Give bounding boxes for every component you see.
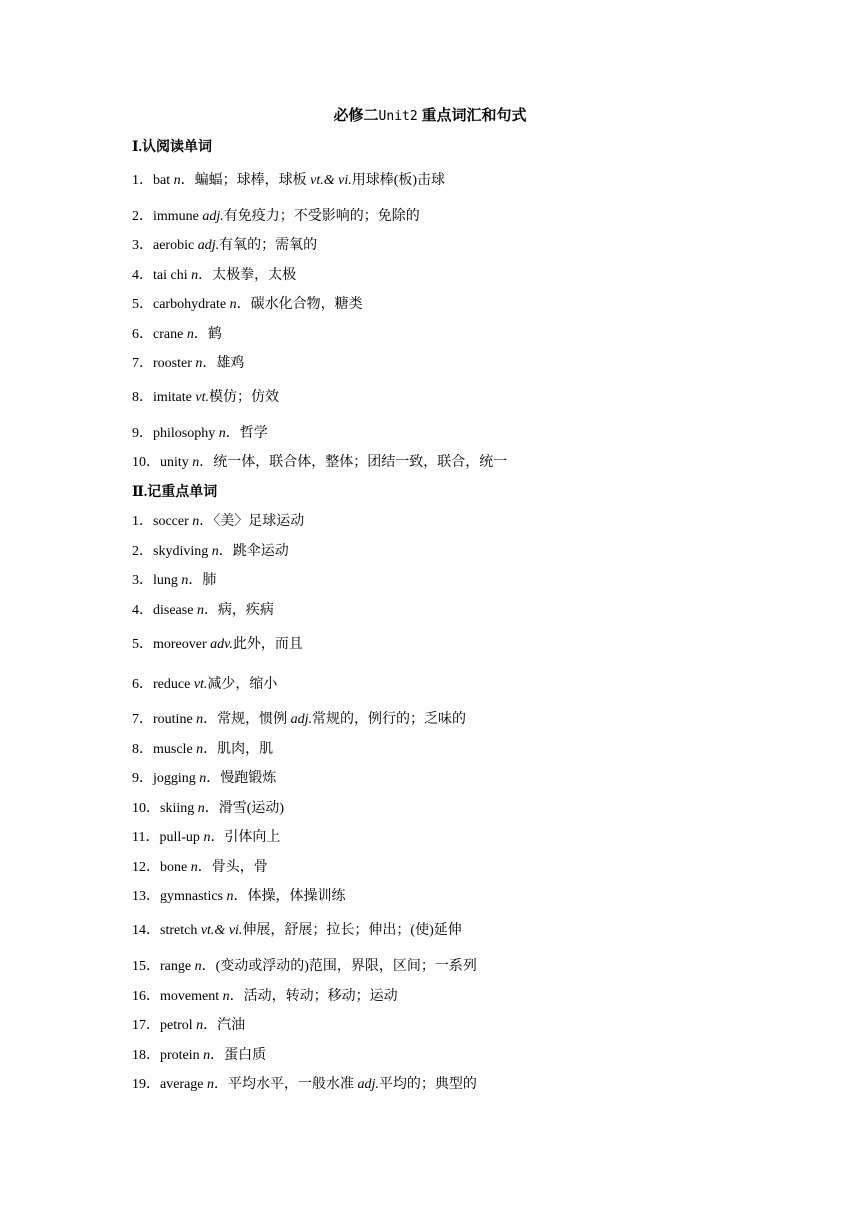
vocab-word: carbohydrate bbox=[153, 297, 230, 312]
vocab-item bbox=[132, 1073, 477, 1093]
definition: ．蝙蝠；球棒，球板 bbox=[180, 173, 311, 188]
part-of-speech: n bbox=[211, 544, 219, 559]
vocab-word: pull-up bbox=[159, 830, 204, 845]
part-of-speech: n bbox=[229, 297, 237, 312]
item-number: 10． bbox=[132, 455, 160, 470]
definition: ．汽油 bbox=[203, 1018, 246, 1033]
part-of-speech: n bbox=[195, 356, 203, 371]
vocab-word: disease bbox=[153, 603, 197, 618]
definition: ．活动，转动；移动；运动 bbox=[229, 989, 398, 1004]
part-of-speech: n bbox=[181, 573, 189, 588]
part-of-speech: n bbox=[196, 712, 204, 727]
vocab-item bbox=[132, 264, 296, 284]
item-number: 9． bbox=[132, 426, 153, 441]
vocab-item bbox=[132, 422, 268, 442]
title-unit-code: Unit2 bbox=[378, 109, 418, 124]
vocab-word: stretch bbox=[160, 923, 201, 938]
vocab-item bbox=[132, 293, 363, 313]
vocab-item bbox=[132, 919, 462, 939]
vocab-word: rooster bbox=[153, 356, 196, 371]
item-number: 7． bbox=[132, 356, 153, 371]
definition: ．跳伞运动 bbox=[218, 544, 289, 559]
title-prefix: 必修二 bbox=[333, 108, 379, 124]
item-number: 1． bbox=[132, 173, 153, 188]
vocab-word: skydiving bbox=[153, 544, 212, 559]
definition: ．蛋白质 bbox=[210, 1048, 267, 1063]
item-number: 3． bbox=[132, 238, 153, 253]
item-number: 4． bbox=[132, 603, 153, 618]
vocab-item bbox=[132, 856, 268, 876]
vocab-item bbox=[132, 169, 445, 189]
vocab-word: tai chi bbox=[153, 268, 192, 283]
item-number: 14． bbox=[132, 923, 160, 938]
vocab-item bbox=[132, 708, 466, 728]
vocab-item bbox=[132, 797, 284, 817]
vocab-item bbox=[132, 451, 507, 471]
part-of-speech: n bbox=[196, 742, 204, 757]
item-number: 11． bbox=[132, 830, 160, 845]
part-of-speech: vt. bbox=[193, 677, 208, 692]
vocab-item bbox=[132, 1014, 245, 1034]
part-of-speech: n bbox=[192, 514, 200, 529]
vocab-word: aerobic bbox=[153, 238, 198, 253]
vocab-item bbox=[132, 885, 346, 905]
item-number: 5． bbox=[132, 637, 153, 652]
item-number: 12． bbox=[132, 860, 160, 875]
part-of-speech: n bbox=[203, 830, 211, 845]
part-of-speech: n bbox=[207, 1077, 215, 1092]
definition: 有氧的；需氧的 bbox=[219, 238, 318, 253]
item-number: 1． bbox=[132, 514, 153, 529]
item-number: 19． bbox=[132, 1077, 160, 1092]
definition: ．平均水平，一般水准 bbox=[214, 1077, 358, 1092]
definition: ．(变动或浮动的)范围，界限，区间；一系列 bbox=[201, 959, 477, 974]
part-of-speech: adj. bbox=[197, 238, 220, 253]
item-number: 18． bbox=[132, 1048, 160, 1063]
vocab-word: range bbox=[160, 959, 195, 974]
vocab-word: crane bbox=[153, 327, 187, 342]
section-heading-key: Ⅱ.记重点单词 bbox=[132, 485, 218, 500]
definition: ．鹤 bbox=[193, 327, 222, 342]
part-of-speech: n bbox=[186, 327, 194, 342]
definition: ．慢跑锻炼 bbox=[206, 771, 277, 786]
item-number: 2． bbox=[132, 544, 153, 559]
part-of-speech: n bbox=[191, 268, 199, 283]
vocab-item bbox=[132, 323, 222, 343]
vocab-word: jogging bbox=[153, 771, 200, 786]
part-of-speech: n bbox=[194, 959, 202, 974]
section-heading-reading: Ⅰ.认阅读单词 bbox=[132, 140, 213, 155]
item-number: 15． bbox=[132, 959, 160, 974]
vocab-word: bone bbox=[160, 860, 191, 875]
definition: ．碳水化合物，糖类 bbox=[236, 297, 363, 312]
definition-2: 常规的，例行的；乏味的 bbox=[312, 712, 467, 727]
vocab-word: protein bbox=[160, 1048, 204, 1063]
vocab-item bbox=[132, 510, 304, 530]
item-number: 4． bbox=[132, 268, 153, 283]
part-of-speech: n bbox=[196, 1018, 204, 1033]
definition: ．引体向上 bbox=[210, 830, 281, 845]
definition: ．统一体，联合体，整体；团结一致，联合，统一 bbox=[199, 455, 508, 470]
vocab-word: average bbox=[160, 1077, 208, 1092]
vocab-item bbox=[132, 633, 303, 653]
part-of-speech: n bbox=[199, 771, 207, 786]
definition: ．太极拳，太极 bbox=[198, 268, 297, 283]
definition: 减少，缩小 bbox=[207, 677, 278, 692]
definition: ．雄鸡 bbox=[202, 356, 245, 371]
item-number: 7． bbox=[132, 712, 153, 727]
vocab-word: immune bbox=[153, 209, 203, 224]
vocab-item bbox=[132, 1044, 266, 1064]
vocab-item bbox=[132, 599, 274, 619]
definition: ．肺 bbox=[188, 573, 217, 588]
vocab-word: skiing bbox=[160, 801, 198, 816]
part-of-speech-2: adj. bbox=[357, 1077, 379, 1092]
part-of-speech: n bbox=[218, 426, 226, 441]
vocab-word: gymnastics bbox=[160, 889, 227, 904]
vocab-word: moreover bbox=[153, 637, 211, 652]
part-of-speech: n bbox=[197, 801, 205, 816]
page-title bbox=[0, 104, 860, 125]
definition: ．〈美〉足球运动 bbox=[199, 514, 305, 529]
part-of-speech: n bbox=[190, 860, 198, 875]
vocab-item bbox=[132, 767, 276, 787]
part-of-speech: adv. bbox=[210, 637, 233, 652]
item-number: 9． bbox=[132, 771, 153, 786]
item-number: 17． bbox=[132, 1018, 160, 1033]
vocab-item bbox=[132, 673, 277, 693]
item-number: 13． bbox=[132, 889, 160, 904]
part-of-speech-2: adj. bbox=[290, 712, 313, 727]
item-number: 10． bbox=[132, 801, 160, 816]
definition: ．骨头，骨 bbox=[197, 860, 268, 875]
vocab-item bbox=[132, 738, 273, 758]
vocab-item bbox=[132, 985, 398, 1005]
part-of-speech-2: vt.& vi. bbox=[310, 173, 352, 188]
vocab-item bbox=[132, 205, 420, 225]
definition: ．滑雪(运动) bbox=[204, 801, 285, 816]
definition: ．病，疾病 bbox=[203, 603, 274, 618]
item-number: 8． bbox=[132, 742, 153, 757]
part-of-speech: n bbox=[173, 173, 181, 188]
definition: 有免疫力；不受影响的；免除的 bbox=[223, 209, 420, 224]
part-of-speech: n bbox=[222, 989, 230, 1004]
vocab-word: soccer bbox=[153, 514, 193, 529]
part-of-speech: n bbox=[196, 603, 204, 618]
item-number: 6． bbox=[132, 327, 153, 342]
definition: ．哲学 bbox=[225, 426, 268, 441]
definition-2: 平均的；典型的 bbox=[378, 1077, 477, 1092]
definition: ．肌肉，肌 bbox=[203, 742, 274, 757]
vocab-word: petrol bbox=[160, 1018, 197, 1033]
vocab-word: imitate bbox=[153, 390, 196, 405]
item-number: 2． bbox=[132, 209, 153, 224]
definition: 模仿；仿效 bbox=[209, 390, 279, 405]
part-of-speech: vt.& vi. bbox=[200, 923, 243, 938]
vocab-item bbox=[132, 569, 216, 589]
definition: 伸展，舒展；拉长；伸出；(使)延伸 bbox=[242, 923, 462, 938]
vocab-word: movement bbox=[160, 989, 223, 1004]
vocab-item bbox=[132, 352, 244, 372]
definition-2: 用球棒(板)击球 bbox=[351, 173, 446, 188]
part-of-speech: adj. bbox=[202, 209, 224, 224]
vocab-item bbox=[132, 826, 280, 846]
definition: ．常规，惯例 bbox=[203, 712, 291, 727]
vocab-word: muscle bbox=[153, 742, 197, 757]
vocab-word: lung bbox=[153, 573, 182, 588]
vocab-item bbox=[132, 234, 317, 254]
definition: 此外，而且 bbox=[232, 637, 303, 652]
part-of-speech: n bbox=[226, 889, 234, 904]
vocab-word: philosophy bbox=[153, 426, 219, 441]
part-of-speech: n bbox=[203, 1048, 211, 1063]
item-number: 3． bbox=[132, 573, 153, 588]
vocab-word: unity bbox=[160, 455, 193, 470]
vocab-word: bat bbox=[153, 173, 174, 188]
item-number: 6． bbox=[132, 677, 153, 692]
item-number: 8． bbox=[132, 390, 153, 405]
vocab-word: routine bbox=[153, 712, 197, 727]
vocab-word: reduce bbox=[153, 677, 194, 692]
item-number: 16． bbox=[132, 989, 160, 1004]
vocab-item bbox=[132, 386, 279, 406]
vocab-item bbox=[132, 955, 477, 975]
item-number: 5． bbox=[132, 297, 153, 312]
part-of-speech: vt. bbox=[195, 390, 209, 405]
title-suffix: 重点词汇和句式 bbox=[417, 108, 527, 124]
vocab-item bbox=[132, 540, 289, 560]
part-of-speech: n bbox=[192, 455, 200, 470]
definition: ．体操，体操训练 bbox=[233, 889, 346, 904]
